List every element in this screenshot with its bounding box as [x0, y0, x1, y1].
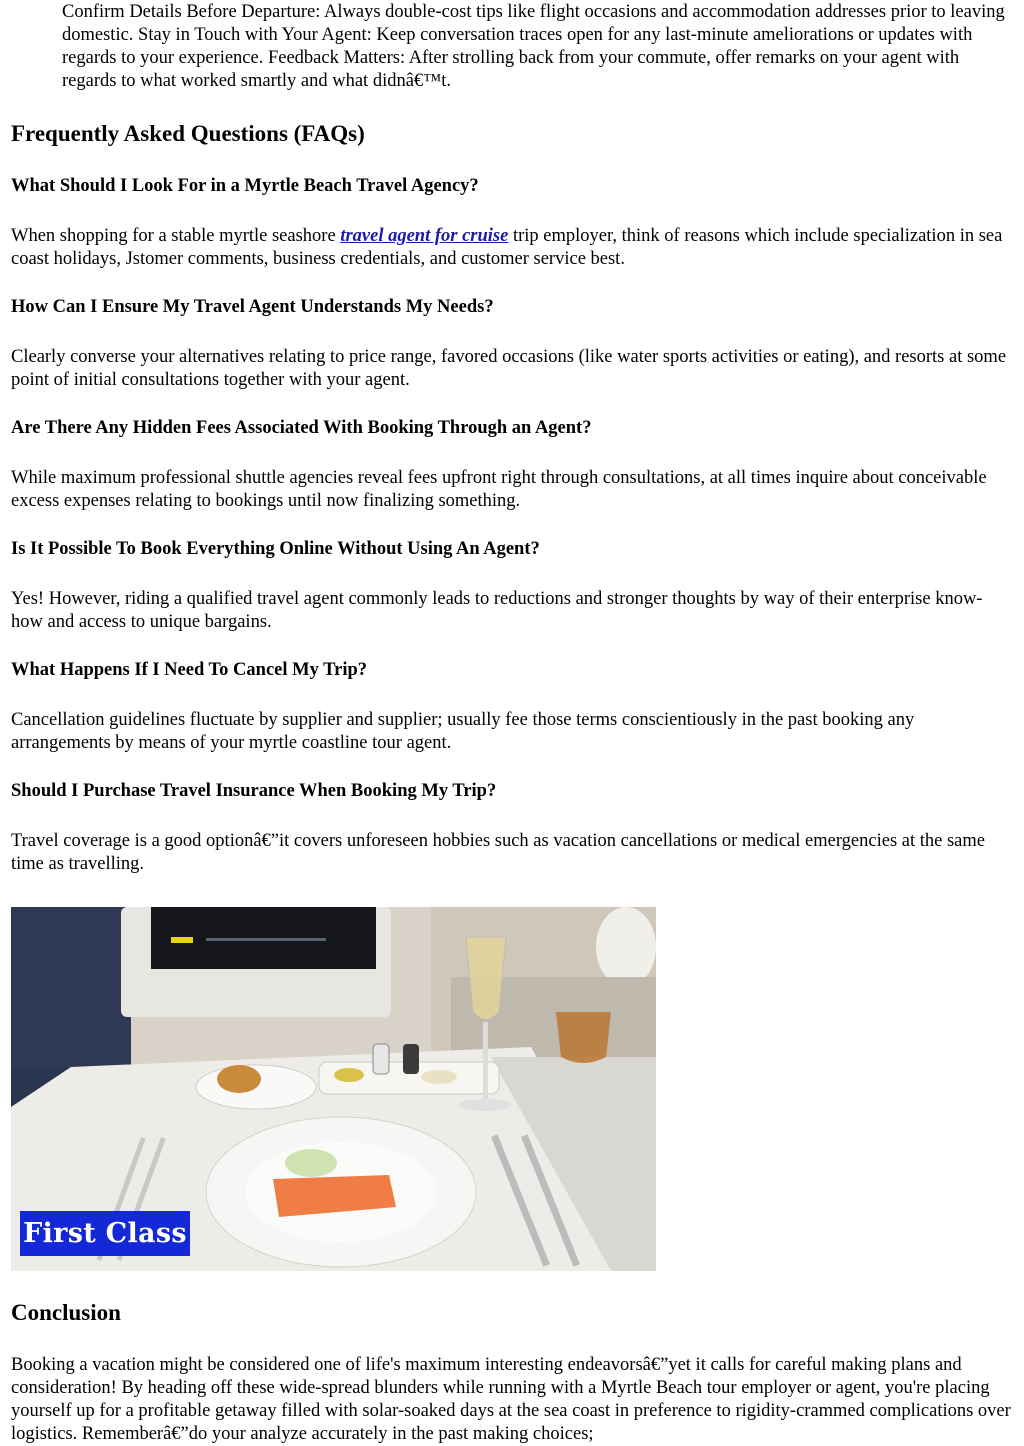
faq-question: Should I Purchase Travel Insurance When Booking My Trip?: [11, 781, 497, 801]
faq-question: Is It Possible To Book Everything Online Without Using An Agent?: [11, 539, 540, 559]
first-class-meal-photo: [11, 907, 656, 1271]
faq-question: How Can I Ensure My Travel Agent Understands My Needs?: [11, 297, 494, 317]
faq-answer: Clearly converse your alternatives relating to price range, favored occasions (like water sports activities or eating), and resorts at some point of initial consultations together with your agent.: [11, 347, 1007, 390]
faq-answer: [11, 225, 1013, 271]
conclusion-paragraph: Booking a vacation might be considered one of life's maximum interesting endeavorsâ€”yet it calls for careful making plans and consideration! By heading off these wide-spread blunders while running with a Myrtle Beach tour employer or agent, you're placing yourself up for a profitable getaway filled with solar-soaked days at the sea coast in preference to rigidity-crammed complications over logistics. Rememberâ€”do your analyze accurately in the past making choices;: [11, 1355, 1011, 1444]
faq-answer: Cancellation guidelines fluctuate by supplier and supplier; usually fee those terms conscientiously in the past booking any arrangements by means of your myrtle coastline tour agent.: [11, 710, 915, 753]
faq-answer-text: When shopping for a stable myrtle seashore: [11, 226, 341, 246]
intro-paragraph: Confirm Details Before Departure: Always double-cost tips like flight occasions and accommodation addresses prior to leaving domestic. Stay in Touch with Your Agent: Keep conversation traces open for any last-minute ameliorations or updates with regards to your experience. Feedback Matters: After strolling back from your commute, offer remarks on your agent with regards to what worked smartly and what didnâ€™t.: [62, 2, 1005, 91]
travel-agent-link[interactable]: travel agent for cruise: [340, 226, 509, 246]
first-class-badge: First Class: [20, 1211, 190, 1256]
faq-answer: While maximum professional shuttle agencies reveal fees upfront right through consultations, at all times inquire about conceivable excess expenses relating to bookings until now finalizing something.: [11, 468, 987, 511]
faq-answer-text: trip employer, think of reasons which include specialization in sea coast holidays, Jstomer comments, business credentials, and customer service best.: [11, 226, 1003, 269]
faq-question: What Should I Look For in a Myrtle Beach Travel Agency?: [11, 176, 479, 196]
conclusion-section: [11, 1299, 1013, 1446]
faq-section: [11, 120, 1013, 876]
faq-answer: Yes! However, riding a qualified travel agent commonly leads to reductions and stronger thoughts by way of their enterprise know-how and access to unique bargains.: [11, 589, 983, 632]
article-body: [11, 0, 1013, 1446]
faq-heading: Frequently Asked Questions (FAQs): [11, 121, 365, 146]
conclusion-heading: Conclusion: [11, 1300, 121, 1325]
faq-answer: Travel coverage is a good optionâ€”it covers unforeseen hobbies such as vacation cancellations or medical emergencies at the same time as travelling.: [11, 831, 985, 874]
faq-question: What Happens If I Need To Cancel My Trip?: [11, 660, 367, 680]
faq-question: Are There Any Hidden Fees Associated With Booking Through an Agent?: [11, 418, 592, 438]
